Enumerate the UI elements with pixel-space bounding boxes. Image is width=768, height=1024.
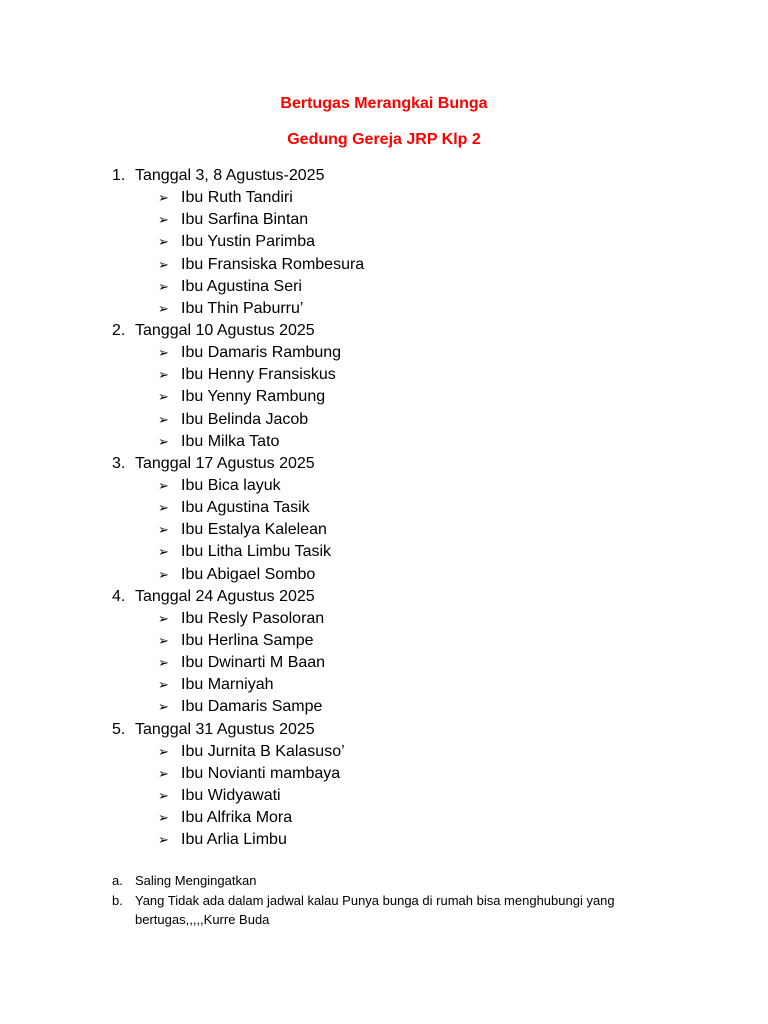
member-item: [0, 696, 768, 718]
member-item: [0, 674, 768, 696]
member-name: Ibu Fransiska Rombesura: [181, 255, 365, 273]
schedule-list: [0, 165, 768, 851]
member-item: [0, 431, 768, 453]
group-number: 4.: [112, 587, 126, 605]
member-item: [0, 785, 768, 807]
arrow-bullet-icon: ➢: [158, 190, 169, 206]
member-name: Ibu Ruth Tandiri: [181, 189, 293, 207]
member-item: [0, 342, 768, 364]
schedule-group: [0, 165, 768, 187]
arrow-bullet-icon: ➢: [158, 787, 169, 803]
member-name: Ibu Agustina Tasik: [181, 499, 310, 517]
group-number: 3.: [112, 454, 126, 472]
group-date: Tanggal 31 Agustus 2025: [135, 720, 315, 738]
member-name: Ibu Yenny Rambung: [181, 388, 326, 406]
arrow-bullet-icon: ➢: [158, 345, 169, 361]
member-name: Ibu Novianti mambaya: [181, 764, 341, 782]
note-item: [0, 891, 768, 931]
member-name: Ibu Jurnita B Kalasuso’: [181, 742, 345, 760]
arrow-bullet-icon: ➢: [158, 544, 169, 560]
member-name: Ibu Sarfina Bintan: [181, 211, 309, 229]
arrow-bullet-icon: ➢: [158, 433, 169, 449]
arrow-bullet-icon: ➢: [158, 632, 169, 648]
member-name: Ibu Estalya Kalelean: [181, 521, 327, 539]
arrow-bullet-icon: ➢: [158, 389, 169, 405]
member-item: [0, 608, 768, 630]
member-name: Ibu Marniyah: [181, 676, 274, 694]
arrow-bullet-icon: ➢: [158, 765, 169, 781]
arrow-bullet-icon: ➢: [158, 832, 169, 848]
arrow-bullet-icon: ➢: [158, 367, 169, 383]
arrow-bullet-icon: ➢: [158, 810, 169, 826]
note-text: Saling Mengingatkan: [135, 873, 257, 888]
member-item: [0, 829, 768, 851]
arrow-bullet-icon: ➢: [158, 610, 169, 626]
arrow-bullet-icon: ➢: [158, 300, 169, 316]
group-date: Tanggal 10 Agustus 2025: [135, 321, 315, 339]
member-item: [0, 231, 768, 253]
member-name: Ibu Dwinarti M Baan: [181, 654, 326, 672]
arrow-bullet-icon: ➢: [158, 743, 169, 759]
group-number: 1.: [112, 167, 126, 184]
member-item: [0, 298, 768, 320]
notes-list: [0, 871, 768, 931]
document-title: Bertugas Merangkai Bunga: [280, 95, 488, 112]
group-number: 5.: [112, 720, 126, 738]
arrow-bullet-icon: ➢: [158, 566, 169, 582]
member-item: [0, 564, 768, 586]
member-name: Ibu Alfrika Mora: [181, 809, 293, 827]
member-item: [0, 741, 768, 763]
member-item: [0, 519, 768, 541]
member-name: Ibu Thin Paburru’: [181, 299, 304, 317]
member-name: Ibu Litha Limbu Tasik: [181, 543, 332, 561]
arrow-bullet-icon: ➢: [158, 655, 169, 671]
member-name: Ibu Resly Pasoloran: [181, 609, 325, 627]
member-name: Ibu Milka Tato: [181, 432, 280, 450]
member-name: Ibu Arlia Limbu: [181, 831, 287, 849]
member-item: [0, 497, 768, 519]
member-item: [0, 187, 768, 209]
member-name: Ibu Herlina Sampe: [181, 631, 314, 649]
member-name: Ibu Agustina Seri: [181, 277, 302, 295]
group-date: Tanggal 24 Agustus 2025: [135, 587, 315, 605]
arrow-bullet-icon: ➢: [158, 411, 169, 427]
member-item: [0, 475, 768, 497]
member-name: Ibu Damaris Rambung: [181, 344, 342, 362]
schedule-group: [0, 586, 768, 608]
schedule-group: [0, 719, 768, 741]
member-item: [0, 541, 768, 563]
arrow-bullet-icon: ➢: [158, 522, 169, 538]
member-item: [0, 409, 768, 431]
member-item: [0, 386, 768, 408]
member-item: [0, 763, 768, 785]
member-name: Ibu Widyawati: [181, 786, 281, 804]
member-item: [0, 652, 768, 674]
document-subtitle: Gedung Gereja JRP Klp 2: [287, 131, 481, 148]
member-name: Ibu Belinda Jacob: [181, 410, 309, 428]
member-name: Ibu Abigael Sombo: [181, 565, 316, 583]
member-name: Ibu Bica layuk: [181, 476, 281, 494]
group-number: 2.: [112, 321, 126, 339]
member-item: [0, 209, 768, 231]
schedule-group: [0, 320, 768, 342]
member-item: [0, 254, 768, 276]
note-marker: b.: [112, 893, 123, 908]
arrow-bullet-icon: ➢: [158, 677, 169, 693]
member-item: [0, 364, 768, 386]
note-text: Yang Tidak ada dalam jadwal kalau Punya bunga di rumah bisa menghubungi yang bertugas,,,,,Kurre Buda: [135, 893, 615, 927]
group-date: Tanggal 3, 8 Agustus-2025: [135, 167, 325, 184]
member-name: Ibu Henny Fransiskus: [181, 366, 336, 384]
arrow-bullet-icon: ➢: [158, 699, 169, 715]
schedule-group: [0, 453, 768, 475]
arrow-bullet-icon: ➢: [158, 256, 169, 272]
member-item: [0, 276, 768, 298]
arrow-bullet-icon: ➢: [158, 212, 169, 228]
member-item: [0, 630, 768, 652]
arrow-bullet-icon: ➢: [158, 278, 169, 294]
member-name: Ibu Damaris Sampe: [181, 698, 323, 716]
member-name: Ibu Yustin Parimba: [181, 233, 316, 251]
member-item: [0, 807, 768, 829]
note-item: [0, 871, 768, 891]
arrow-bullet-icon: ➢: [158, 234, 169, 250]
arrow-bullet-icon: ➢: [158, 477, 169, 493]
arrow-bullet-icon: ➢: [158, 500, 169, 516]
note-marker: a.: [112, 873, 123, 888]
group-date: Tanggal 17 Agustus 2025: [135, 454, 315, 472]
